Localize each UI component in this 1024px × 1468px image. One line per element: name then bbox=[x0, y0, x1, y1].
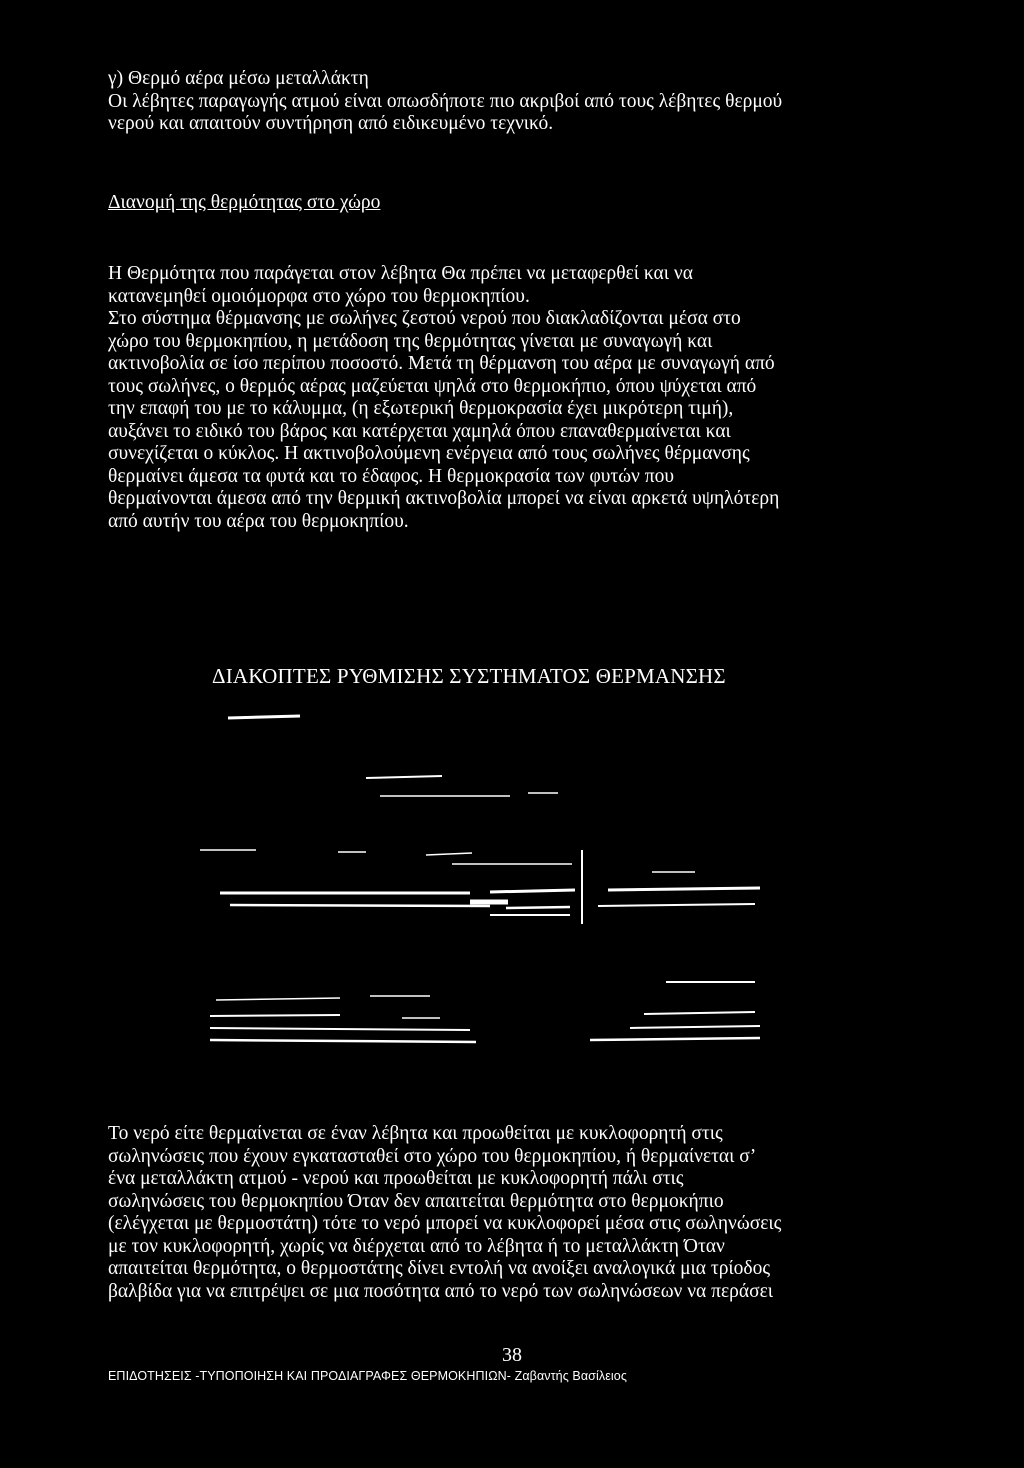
diagram-line bbox=[490, 890, 575, 892]
intro-paragraph: γ) Θερμό αέρα μέσω μεταλλάκτη Οι λέβητες παραγωγής ατμού είναι οπωσδήποτε πιο ακριβοί από τους λέβητες θερμού νερού και απαιτούν συντήρηση από ειδικευμένο τεχνικό. bbox=[108, 68, 783, 134]
page-footer: ΕΠΙΔΟΤΗΣΕΙΣ -ΤΥΠΟΠΟΙΗΣΗ ΚΑΙ ΠΡΟΔΙΑΓΡΑΦΕΣ ΘΕΡΜΟΚΗΠΙΩΝ- Ζαβαντής Βασίλειος bbox=[108, 1369, 627, 1383]
diagram-line bbox=[230, 905, 490, 906]
diagram-line bbox=[426, 853, 472, 855]
diagram-line bbox=[210, 1028, 470, 1030]
diagram-line bbox=[590, 1038, 760, 1040]
diagram-line bbox=[366, 776, 442, 778]
section-heading: Διανομή της θερμότητας στο χώρο bbox=[108, 192, 381, 213]
figure-title: ΔΙΑΚΟΠΤΕΣ ΡΥΘΜΙΣΗΣ ΣΥΣΤΗΜΑΤΟΣ ΘΕΡΜΑΝΣΗΣ bbox=[212, 664, 726, 688]
diagram-line bbox=[216, 998, 340, 1000]
diagram-line bbox=[598, 904, 755, 906]
diagram-line bbox=[608, 888, 760, 890]
diagram-line bbox=[210, 1040, 476, 1042]
page-number: 38 bbox=[502, 1344, 522, 1366]
diagram-line bbox=[644, 1012, 755, 1014]
diagram-line bbox=[210, 1015, 340, 1016]
control-paragraph: Το νερό είτε θερμαίνεται σε έναν λέβητα και προωθείται με κυκλοφορητή στις σωληνώσεις που έχουν εγκατασταθεί στο χώρο του θερμοκηπίου, ή θερμαίνεται σ’ ένα μεταλλάκτη ατμού - νερού και προωθείται με κυκλοφορητή πάλι στις σωληνώσεις του θερμοκηπίου Όταν δεν απαιτείται θερμότητα στο θερμοκήπιο (ελέγχεται με θερμοστάτη) τότε το νερό μπορεί να κυκλοφορεί μέσα στις σωληνώσεις με τον κυκλοφορητή, χωρίς να διέρχεται από το λέβητα ή το μεταλλάκτη Όταν απαιτείται θερμότητα, ο θερμοστάτης δίνει εντολή να ανοίξει αναλογικά μια τρίοδος βαλβίδα για να επιτρέψει σε μια ποσότητα από το νερό των σωληνώσεων να περάσει bbox=[108, 1123, 782, 1302]
distribution-paragraph: Η Θερμότητα που παράγεται στον λέβητα Θα πρέπει να μεταφερθεί και να κατανεμηθεί ομοιόμορφα στο χώρο του θερμοκηπίου. Στο σύστημα θέρμανσης με σωλήνες ζεστού νερού που διακλαδίζονται μέσα στο χώρο του θερμοκηπίου, η μετάδοση της θερμότητας γίνεται με συναγωγή και ακτινοβολία σε ίσο περίπου ποσοστό. Μετά τη θέρμανση του αέρα με συναγωγή από τους σωλήνες, ο θερμός αέρας μαζεύεται ψηλά στο θερμοκήπιο, όπου ψύχεται από την επαφή του με το κάλυμμα, (η εξωτερική θερμοκρασία έχει μικρότερη τιμή), αυξάνει το ειδικό του βάρος και κατέρχεται χαμηλά όπου επαναθερμαίνεται και συνεχίζεται ο κύκλος. Η ακτινοβολούμενη ενέργεια από τους σωλήνες θέρμανσης θερμαίνει άμεσα τα φυτά και το έδαφος. Η θερμοκρασία των φυτών που θερμαίνονται άμεσα από την θερμική ακτινοβολία μπορεί να είναι αρκετά υψηλότερη από αυτήν του αέρα του θερμοκηπίου. bbox=[108, 263, 780, 532]
diagram-line bbox=[506, 907, 570, 908]
diagram-graphic bbox=[190, 700, 790, 1070]
diagram-line bbox=[630, 1026, 760, 1028]
heating-control-diagram bbox=[190, 700, 790, 1070]
diagram-line bbox=[228, 716, 300, 718]
